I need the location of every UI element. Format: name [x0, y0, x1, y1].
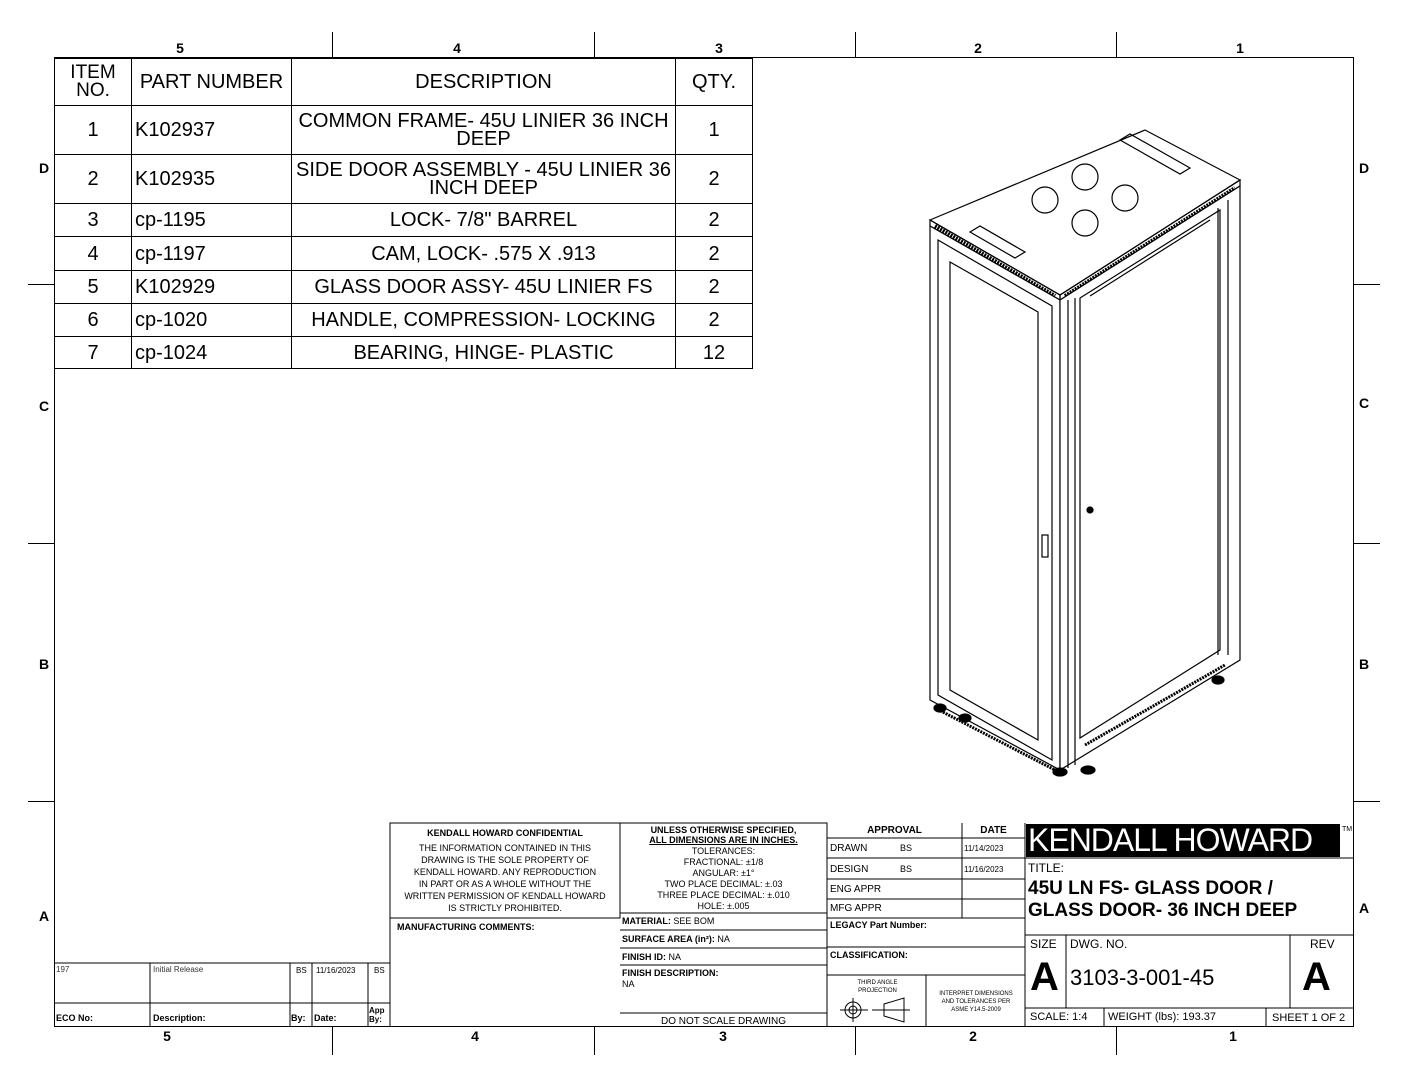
revision-header-app: App By:: [369, 1006, 385, 1024]
surface-area-label: SURFACE AREA (in²):: [622, 934, 715, 944]
zone-col-2-top: 2: [974, 40, 982, 56]
zone-row-b-right: B: [1358, 656, 1370, 672]
revision-description: Initial Release: [153, 965, 204, 974]
tolerance-line: FRACTIONAL: ±1/8: [683, 857, 764, 867]
zone-row-b-left: B: [38, 656, 50, 672]
bom-part-number: K102929: [132, 271, 292, 304]
title-label: TITLE:: [1028, 861, 1065, 875]
bom-item: 3: [55, 204, 132, 237]
approval-date: 11/14/2023: [964, 844, 1004, 853]
zone-row-d-left: D: [38, 160, 50, 176]
zone-col-1-top: 1: [1236, 40, 1244, 56]
bom-description: LOCK- 7/8" BARREL: [292, 204, 676, 237]
bom-header-qty: QTY.: [676, 59, 753, 106]
zone-row-d-right: D: [1358, 160, 1370, 176]
bom-item: 1: [55, 106, 132, 155]
dwg-no-value: 3103-3-001-45: [1070, 965, 1215, 990]
rev-label: REV: [1310, 937, 1335, 951]
revision-header-eco: ECO No:: [56, 1013, 93, 1023]
confidential-line: DRAWING IS THE SOLE PROPERTY OF: [421, 855, 589, 865]
size-value: A: [1030, 955, 1059, 999]
bom-qty: 12: [676, 337, 753, 369]
bom-item: 7: [55, 337, 132, 369]
revision-header-date: Date:: [314, 1013, 337, 1023]
approval-header: APPROVAL: [867, 825, 922, 836]
tolerance-header-1: UNLESS OTHERWISE SPECIFIED,: [650, 825, 797, 835]
surface-area-field: [622, 934, 730, 944]
confidential-line: THE INFORMATION CONTAINED IN THIS: [418, 843, 591, 853]
tolerance-line: TOLERANCES:: [691, 846, 756, 856]
revision-header-by: By:: [291, 1013, 306, 1023]
zone-col-5-top: 5: [176, 40, 184, 56]
rev-value: A: [1302, 955, 1331, 999]
tolerance-line: THREE PLACE DECIMAL: ±.010: [657, 890, 790, 900]
approval-by: BS: [900, 864, 913, 874]
revision-date: 11/16/2023: [316, 966, 356, 975]
title-line-2: GLASS DOOR- 36 INCH DEEP: [1028, 900, 1298, 921]
confidential-title: KENDALL HOWARD CONFIDENTIAL: [427, 828, 583, 838]
trademark: TM: [1342, 826, 1353, 833]
confidential-line: IS STRICTLY PROHIBITED.: [448, 903, 562, 913]
tolerance-line: TWO PLACE DECIMAL: ±.03: [664, 879, 783, 889]
bom-qty: 2: [676, 271, 753, 304]
confidential-line: KENDALL HOWARD. ANY REPRODUCTION: [413, 867, 597, 877]
bom-part-number: cp-1024: [132, 337, 292, 369]
bom-part-number: K102935: [132, 155, 292, 204]
bom-description: COMMON FRAME- 45U LINIER 36 INCH DEEP: [292, 106, 676, 155]
material-label: MATERIAL:: [622, 916, 671, 926]
bom-qty: 2: [676, 304, 753, 337]
bom-qty: 1: [676, 106, 753, 155]
do-not-scale-note: DO NOT SCALE DRAWING: [660, 1016, 786, 1027]
scale-field: SCALE: 1:4: [1030, 1011, 1088, 1023]
bom-description: BEARING, HINGE- PLASTIC: [292, 337, 676, 369]
projection-line-1: THIRD ANGLE: [857, 980, 898, 986]
finish-id-value: NA: [668, 952, 682, 962]
tolerance-line: HOLE: ±.005: [697, 901, 750, 911]
tolerance-line: ANGULAR: ±1°: [692, 868, 755, 878]
dwg-no-label: DWG. NO.: [1070, 937, 1128, 951]
bom-qty: 2: [676, 204, 753, 237]
company-logo: [1026, 824, 1340, 857]
bom-description: HANDLE, COMPRESSION- LOCKING: [292, 304, 676, 337]
material-field: [622, 916, 714, 926]
finish-description-value: NA: [622, 979, 635, 989]
finish-description-label: FINISH DESCRIPTION:: [622, 968, 719, 978]
finish-id-field: [622, 952, 681, 962]
zone-col-1-bottom: 1: [1229, 1028, 1237, 1044]
weight-field: WEIGHT (lbs): 193.37: [1108, 1011, 1216, 1023]
revision-header-description: Description:: [153, 1013, 206, 1023]
bom-item: 4: [55, 237, 132, 271]
interpret-line: ASME Y14.5-2009: [951, 1007, 1001, 1013]
zone-row-a-left: A: [38, 908, 50, 924]
revision-by: BS: [296, 966, 307, 975]
bom-description: GLASS DOOR ASSY- 45U LINIER FS: [292, 271, 676, 304]
zone-col-4-top: 4: [453, 40, 461, 56]
approval-role: MFG APPR: [830, 903, 882, 914]
bom-part-number: cp-1197: [132, 237, 292, 271]
projection-symbol: [840, 998, 910, 1022]
approval-role: DESIGN: [830, 864, 869, 875]
bom-description: SIDE DOOR ASSEMBLY - 45U LINIER 36 INCH DEEP: [292, 155, 676, 204]
size-label: SIZE: [1030, 937, 1057, 951]
bom-qty: 2: [676, 155, 753, 204]
zone-row-c-right: C: [1358, 395, 1370, 411]
revision-eco: 197: [56, 965, 70, 974]
bom-description: CAM, LOCK- .575 X .913: [292, 237, 676, 271]
zone-row-a-right: A: [1358, 900, 1370, 916]
zone-col-4-bottom: 4: [471, 1028, 479, 1044]
date-header: DATE: [980, 825, 1007, 836]
bom-part-number: K102937: [132, 106, 292, 155]
revision-approved-by: BS: [374, 966, 385, 975]
zone-col-2-bottom: 2: [969, 1028, 977, 1044]
interpret-line: INTERPRET DIMENSIONS: [939, 991, 1013, 997]
confidential-line: IN PART OR AS A WHOLE WITHOUT THE: [418, 879, 592, 889]
bom-header-desc: DESCRIPTION: [292, 59, 676, 106]
zone-col-3-bottom: 3: [719, 1028, 727, 1044]
tolerance-header-2: ALL DIMENSIONS ARE IN INCHES.: [649, 835, 798, 845]
sheet-field: SHEET 1 OF 2: [1272, 1012, 1346, 1024]
confidential-line: WRITTEN PERMISSION OF KENDALL HOWARD: [404, 891, 606, 901]
material-value: SEE BOM: [673, 916, 715, 926]
approval-role: DRAWN: [830, 843, 868, 854]
zone-col-5-bottom: 5: [163, 1028, 171, 1044]
finish-id-label: FINISH ID:: [622, 952, 666, 962]
bom-part-number: cp-1020: [132, 304, 292, 337]
company-name: KENDALL HOWARD: [1028, 824, 1313, 857]
projection-line-2: PROJECTION: [858, 988, 897, 994]
interpret-line: AND TOLERANCES PER: [941, 999, 1011, 1005]
legacy-part-number-label: LEGACY Part Number:: [830, 920, 927, 930]
surface-area-value: NA: [717, 934, 730, 944]
bom-item: 6: [55, 304, 132, 337]
approval-by: BS: [900, 843, 913, 853]
classification-label: CLASSIFICATION:: [830, 950, 908, 960]
zone-col-3-top: 3: [715, 40, 723, 56]
zone-row-c-left: C: [38, 398, 50, 414]
bom-qty: 2: [676, 237, 753, 271]
title-line-1: 45U LN FS- GLASS DOOR /: [1028, 878, 1273, 899]
bom-header-part: PART NUMBER: [132, 59, 292, 106]
bom-header-item: ITEM NO.: [55, 59, 132, 106]
bom-item: 5: [55, 271, 132, 304]
approval-role: ENG APPR: [830, 884, 882, 895]
bom-item: 2: [55, 155, 132, 204]
bom-part-number: cp-1195: [132, 204, 292, 237]
manufacturing-comments-label: MANUFACTURING COMMENTS:: [397, 922, 535, 932]
approval-date: 11/16/2023: [964, 865, 1004, 874]
